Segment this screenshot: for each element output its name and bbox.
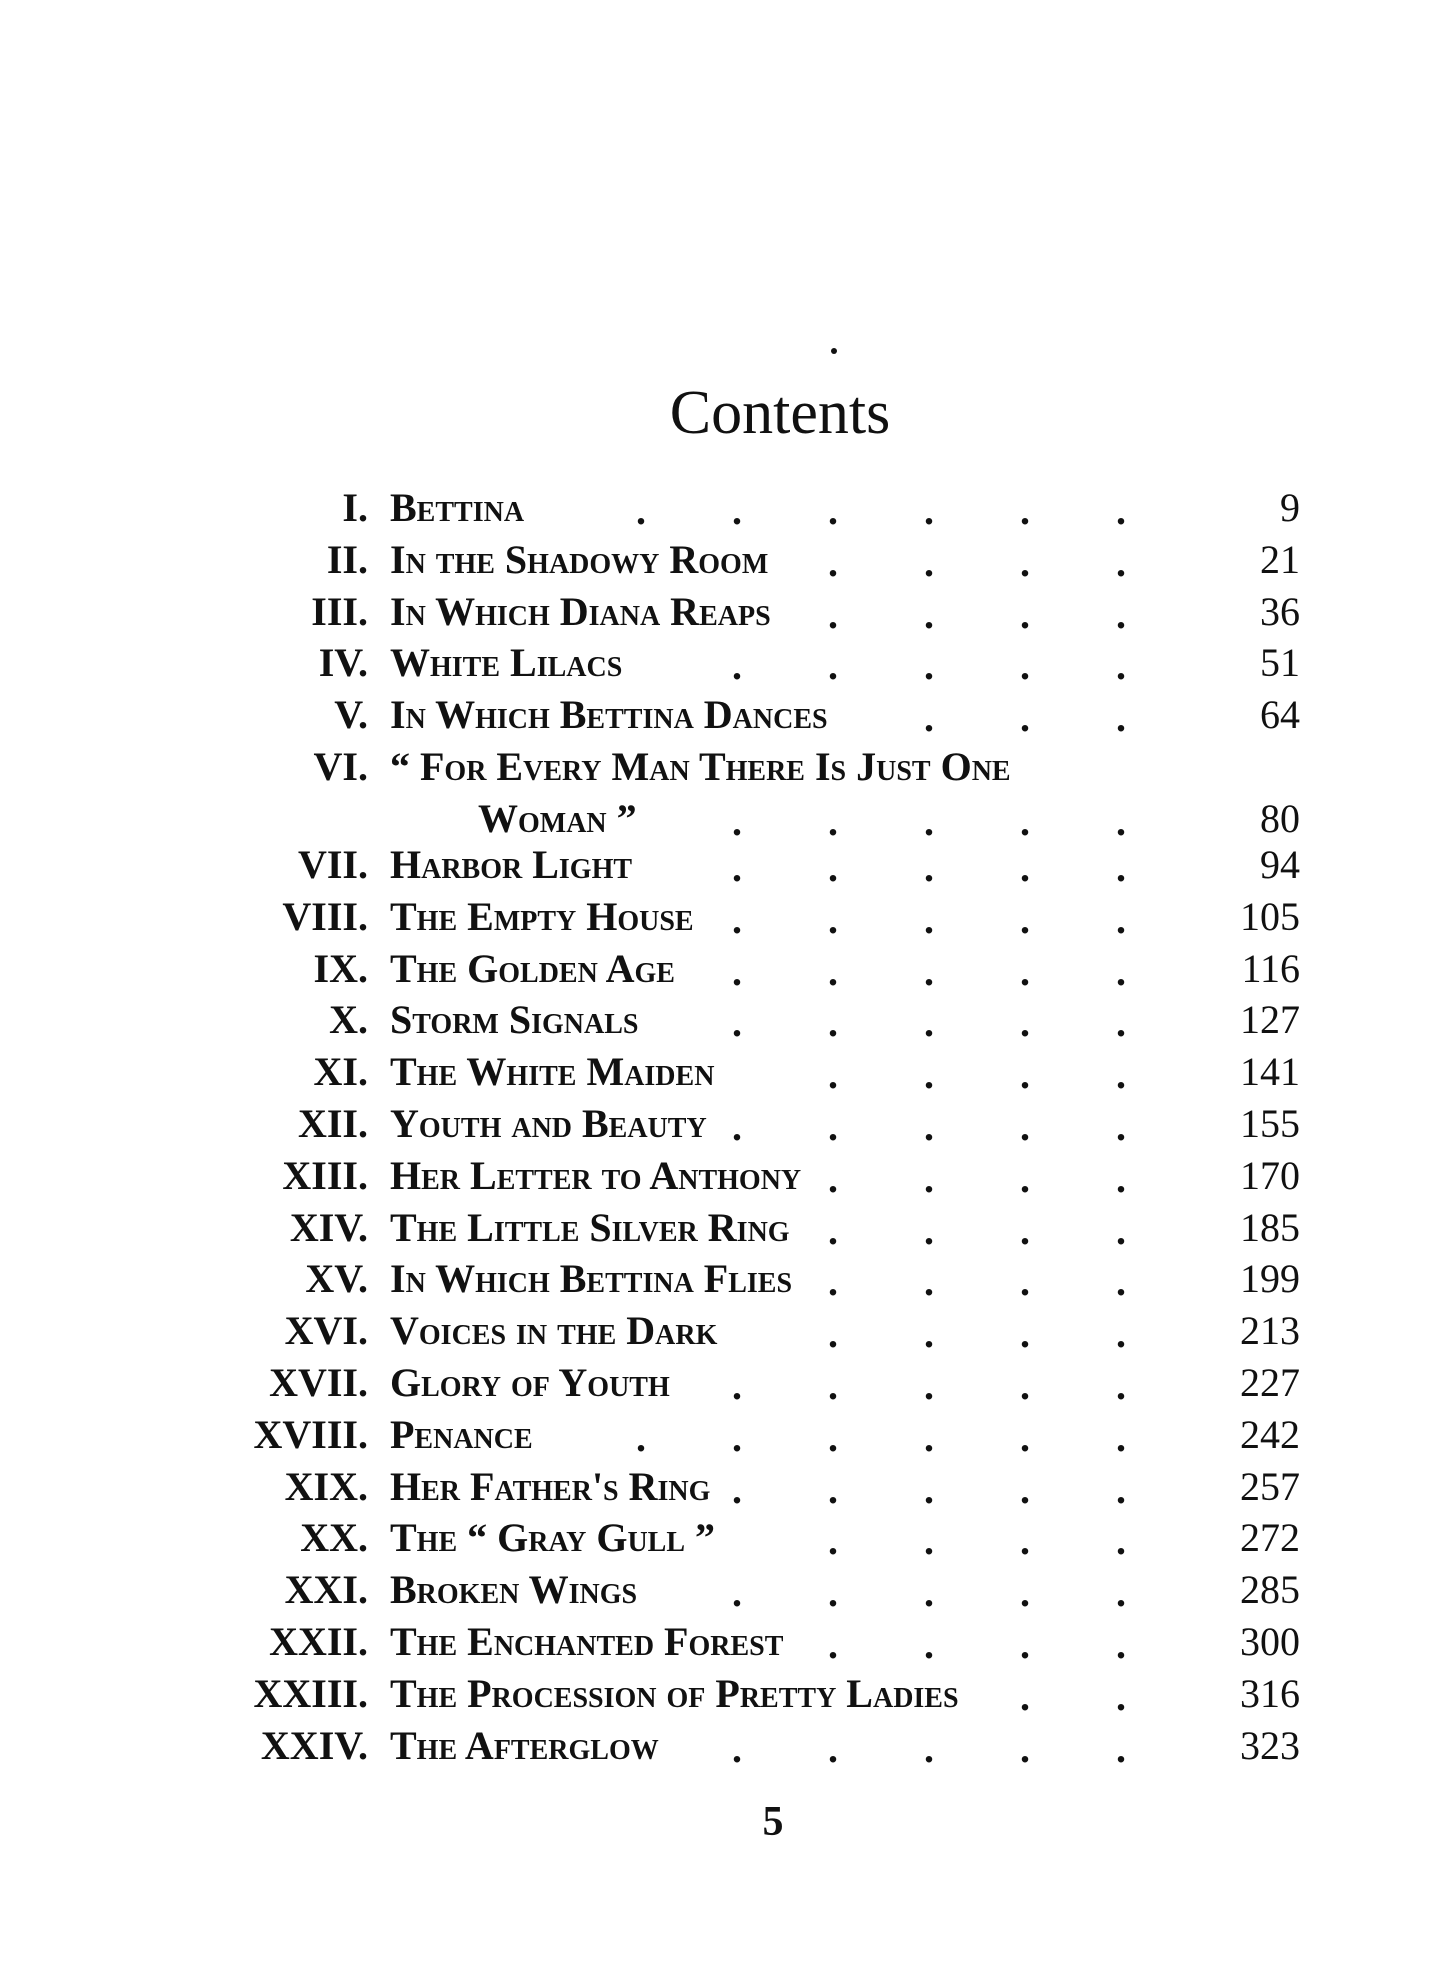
leader-dot: .	[636, 1414, 646, 1460]
chapter-title-line-1: “ For Every Man There Is Just One	[390, 743, 1011, 789]
chapter-numeral: XXIII.	[253, 1670, 368, 1716]
leader-dot: .	[732, 896, 742, 942]
chapter-title: The “ Gray Gull ”	[390, 1515, 716, 1561]
chapter-numeral: XIX.	[284, 1463, 368, 1509]
leader-dot: .	[1116, 1414, 1126, 1460]
leader-dot: .	[1020, 1362, 1030, 1408]
toc-entry[interactable]	[250, 1202, 1320, 1254]
chapter-numeral: XX.	[300, 1515, 368, 1561]
table-of-contents	[250, 482, 1320, 1771]
leader-dot: .	[1116, 1000, 1126, 1046]
chapter-title: In Which Bettina Flies	[390, 1256, 793, 1302]
page-number: 127	[1240, 997, 1300, 1043]
leader-dot: .	[828, 1414, 838, 1460]
chapter-numeral: XXI.	[284, 1567, 368, 1613]
chapter-title: The Enchanted Forest	[390, 1618, 784, 1664]
leader-dot: .	[1020, 844, 1030, 890]
leader-dot: .	[732, 844, 742, 890]
leader-dot: .	[1020, 539, 1030, 585]
leader-dot: .	[732, 1362, 742, 1408]
leader-dot: .	[924, 1207, 934, 1253]
chapter-numeral: XII.	[297, 1100, 368, 1146]
leader-dot: .	[732, 1570, 742, 1616]
page-number: 9	[1280, 485, 1300, 530]
leader-dot: .	[1116, 1673, 1126, 1719]
toc-entry[interactable]	[250, 1253, 1320, 1305]
toc-entry[interactable]	[250, 1305, 1320, 1357]
chapter-numeral: XIII.	[282, 1152, 368, 1198]
chapter-numeral: XI.	[313, 1049, 368, 1095]
chapter-numeral: VIII.	[282, 893, 368, 939]
leader-dot: .	[828, 844, 838, 890]
leader-dot: .	[828, 591, 838, 637]
leader-dot: .	[924, 591, 934, 637]
leader-dot: .	[1020, 1725, 1030, 1771]
leader-dot: .	[1116, 1570, 1126, 1616]
chapter-title: Broken Wings	[390, 1567, 638, 1613]
leader-dot: .	[924, 488, 934, 533]
chapter-title: The Little Silver Ring	[390, 1204, 790, 1250]
leader-dot: .	[828, 1259, 838, 1305]
chapter-title: In the Shadowy Room	[390, 536, 769, 582]
chapter-title: Storm Signals	[390, 997, 639, 1043]
chapter-numeral: I.	[342, 485, 368, 530]
chapter-title: Harbor Light	[390, 841, 633, 887]
leader-dot: .	[1020, 1259, 1030, 1305]
leader-dot: .	[1116, 1259, 1126, 1305]
leader-dot: .	[924, 896, 934, 942]
chapter-numeral: XVI.	[284, 1308, 368, 1354]
leader-dot: .	[924, 1725, 934, 1771]
leader-dot: .	[732, 798, 742, 844]
leader-dot: .	[636, 488, 646, 533]
leader-dot: .	[1116, 643, 1126, 689]
leader-dot: .	[924, 1570, 934, 1616]
chapter-title: Voices in the Dark	[390, 1308, 718, 1354]
page-number: 300	[1240, 1618, 1300, 1664]
leader-dot: .	[828, 488, 838, 533]
leader-dot: .	[828, 1362, 838, 1408]
chapter-title: The White Maiden	[390, 1049, 715, 1095]
page-number: 323	[1240, 1722, 1300, 1768]
page-number: 94	[1260, 841, 1300, 887]
chapter-title: White Lilacs	[390, 640, 623, 686]
chapter-numeral: VII.	[297, 841, 368, 887]
chapter-title: In Which Diana Reaps	[390, 588, 771, 634]
leader-dot: .	[1116, 844, 1126, 890]
leader-dot: .	[732, 1414, 742, 1460]
leader-dot: .	[732, 1725, 742, 1771]
page-number: 155	[1240, 1100, 1300, 1146]
leader-dot: .	[1116, 798, 1126, 844]
leader-dot: .	[924, 539, 934, 585]
leader-dot: .	[1020, 695, 1030, 741]
leader-dot: .	[732, 1466, 742, 1512]
toc-entry[interactable]	[250, 1150, 1320, 1202]
chapter-numeral: XXIV.	[260, 1722, 368, 1768]
leader-dot: .	[1116, 1155, 1126, 1201]
leader-dot: .	[1116, 1362, 1126, 1408]
leader-dot: .	[1020, 1052, 1030, 1098]
chapter-title: The Golden Age	[390, 945, 675, 991]
leader-dot: .	[828, 798, 838, 844]
toc-entry[interactable]	[250, 891, 1320, 943]
toc-entry[interactable]	[250, 1512, 1320, 1564]
toc-entry[interactable]	[250, 1616, 1320, 1668]
leader-dot: .	[828, 896, 838, 942]
leader-dot: .	[924, 1259, 934, 1305]
leader-dot: .	[924, 1362, 934, 1408]
chapter-numeral: X.	[329, 997, 368, 1043]
leader-dot: .	[924, 695, 934, 741]
leader-dot: .	[1020, 1103, 1030, 1149]
leader-dot: .	[1020, 1673, 1030, 1719]
leader-dot: .	[828, 948, 838, 994]
chapter-numeral: XXII.	[269, 1618, 368, 1664]
leader-dot: .	[1020, 591, 1030, 637]
page-number: 199	[1240, 1256, 1300, 1302]
toc-entry[interactable]	[250, 482, 1320, 534]
page-number: 64	[1260, 692, 1300, 738]
toc-entry[interactable]	[250, 1046, 1320, 1098]
leader-dot: .	[828, 1518, 838, 1564]
chapter-numeral: V.	[334, 692, 368, 738]
leader-dot: .	[924, 1414, 934, 1460]
toc-entry[interactable]	[250, 689, 1320, 741]
page-number: 316	[1240, 1670, 1300, 1716]
chapter-title: Glory of Youth	[390, 1359, 670, 1405]
toc-entry[interactable]	[250, 1357, 1320, 1409]
chapter-numeral: VI.	[313, 743, 368, 789]
toc-entry[interactable]	[250, 1668, 1320, 1720]
leader-dot: .	[828, 1725, 838, 1771]
chapter-title: Her Father's Ring	[390, 1463, 711, 1509]
chapter-title: Penance	[390, 1411, 533, 1457]
chapter-numeral: XVII.	[269, 1359, 368, 1405]
leader-dot: .	[1020, 1414, 1030, 1460]
leader-dot: .	[1116, 1311, 1126, 1357]
leader-dot: .	[1116, 488, 1126, 533]
page-number: 257	[1240, 1463, 1300, 1509]
chapter-numeral: IV.	[318, 640, 368, 686]
leader-dot: .	[732, 1103, 742, 1149]
toc-entry[interactable]	[250, 1409, 1320, 1461]
chapter-numeral: XV.	[305, 1256, 368, 1302]
leader-dot: .	[828, 1311, 838, 1357]
leader-dot: .	[1116, 1207, 1126, 1253]
leader-dot: .	[1116, 948, 1126, 994]
leader-dot: .	[732, 643, 742, 689]
leader-dot: .	[1116, 1725, 1126, 1771]
toc-entry[interactable]	[250, 1098, 1320, 1150]
chapter-title: The Procession of Pretty Ladies	[390, 1670, 959, 1716]
leader-dot: .	[1020, 643, 1030, 689]
page-number: 213	[1240, 1308, 1300, 1354]
toc-entry[interactable]	[250, 586, 1320, 638]
leader-dot: .	[1020, 798, 1030, 844]
toc-entry[interactable]	[250, 943, 1320, 995]
leader-dot: .	[732, 488, 742, 533]
leader-dot: .	[828, 1207, 838, 1253]
toc-entry[interactable]	[250, 637, 1320, 689]
page-folio: 5	[762, 1799, 784, 1845]
page-number: 80	[1260, 795, 1300, 841]
leader-dot: .	[828, 643, 838, 689]
chapter-title-line-2: Woman ”	[478, 795, 637, 841]
chapter-title: The Empty House	[390, 893, 694, 939]
leader-dot: .	[828, 1000, 838, 1046]
leader-dot: .	[924, 1518, 934, 1564]
page-number: 272	[1240, 1515, 1300, 1561]
leader-dot: .	[924, 1311, 934, 1357]
leader-dot: .	[1020, 1466, 1030, 1512]
toc-entry[interactable]	[250, 994, 1320, 1046]
toc-entry[interactable]	[250, 1720, 1320, 1772]
leader-dot: .	[1020, 1570, 1030, 1616]
leader-dot: .	[828, 1052, 838, 1098]
leader-dot: .	[828, 539, 838, 585]
chapter-numeral: XIV.	[289, 1204, 368, 1250]
page-number: 116	[1241, 945, 1300, 991]
page-number: 21	[1260, 536, 1300, 582]
toc-entry[interactable]	[250, 534, 1320, 586]
leader-dot: .	[732, 1000, 742, 1046]
page-number: 227	[1240, 1359, 1300, 1405]
toc-entry[interactable]	[250, 839, 1320, 891]
page-number: 242	[1240, 1411, 1300, 1457]
leader-dot: .	[1020, 1621, 1030, 1667]
leader-dot: .	[1020, 1518, 1030, 1564]
leader-dot: .	[1116, 539, 1126, 585]
page-number: 51	[1260, 640, 1300, 686]
leader-dot: .	[1116, 695, 1126, 741]
leader-dot: .	[1020, 896, 1030, 942]
chapter-title: In Which Bettina Dances	[390, 692, 828, 738]
ink-speck	[831, 348, 837, 354]
leader-dot: .	[924, 798, 934, 844]
leader-dot: .	[924, 948, 934, 994]
toc-entry[interactable]	[250, 1564, 1320, 1616]
leader-dot: .	[828, 1621, 838, 1667]
leader-dot: .	[1116, 591, 1126, 637]
chapter-title: The Afterglow	[390, 1722, 659, 1768]
leader-dot: .	[1020, 1207, 1030, 1253]
leader-dot: .	[1116, 1466, 1126, 1512]
leader-dot: .	[828, 1103, 838, 1149]
leader-dot: .	[1116, 1518, 1126, 1564]
leader-dot: .	[1020, 1000, 1030, 1046]
page-number: 285	[1240, 1567, 1300, 1613]
chapter-title: Bettina	[390, 485, 525, 530]
page-number: 36	[1260, 588, 1300, 634]
leader-dot: .	[1020, 1155, 1030, 1201]
leader-dot: .	[732, 948, 742, 994]
leader-dot: .	[924, 1155, 934, 1201]
leader-dot: .	[924, 844, 934, 890]
leader-dot: .	[924, 1466, 934, 1512]
chapter-title: Her Letter to Anthony	[390, 1152, 802, 1198]
page-number: 141	[1240, 1049, 1300, 1095]
page-number: 105	[1240, 893, 1300, 939]
leader-dot: .	[1116, 1621, 1126, 1667]
leader-dot: .	[1116, 1052, 1126, 1098]
leader-dot: .	[828, 1570, 838, 1616]
page-number: 170	[1240, 1152, 1300, 1198]
chapter-title: Youth and Beauty	[390, 1100, 707, 1146]
chapter-title	[390, 741, 1030, 845]
leader-dot: .	[1116, 896, 1126, 942]
leader-dot: .	[924, 1000, 934, 1046]
leader-dot: .	[924, 1103, 934, 1149]
leader-dot: .	[828, 1155, 838, 1201]
leader-dot: .	[924, 1621, 934, 1667]
leader-dot: .	[1020, 488, 1030, 533]
leader-dot: .	[924, 643, 934, 689]
leader-dot: .	[1020, 1311, 1030, 1357]
toc-entry[interactable]	[250, 1461, 1320, 1513]
chapter-numeral: XVIII.	[253, 1411, 368, 1457]
page-number: 185	[1240, 1204, 1300, 1250]
chapter-numeral: IX.	[313, 945, 368, 991]
page-title: Contents	[669, 379, 891, 447]
leader-dot: .	[1020, 948, 1030, 994]
chapter-numeral: III.	[311, 588, 368, 634]
leader-dot: .	[1116, 1103, 1126, 1149]
leader-dot: .	[828, 1466, 838, 1512]
leader-dot: .	[924, 1052, 934, 1098]
toc-entry[interactable]	[250, 741, 1320, 844]
chapter-numeral: II.	[326, 536, 368, 582]
